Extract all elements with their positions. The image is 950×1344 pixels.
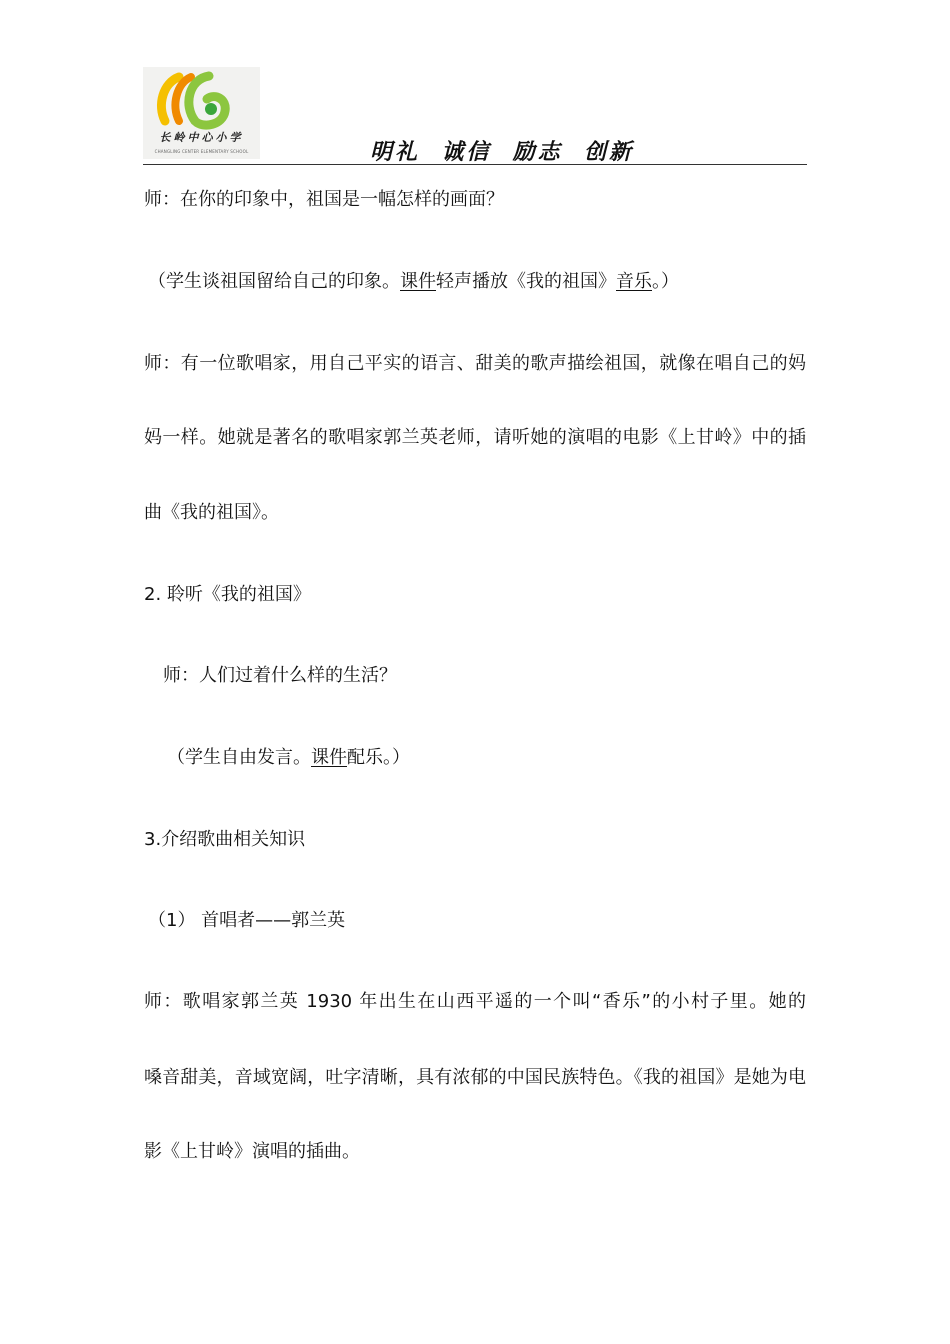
school-emblem-icon	[143, 67, 260, 159]
singer-bio-line-1: 师：歌唱家郭兰英 1930 年出生在山西平遥的一个叫“香乐”的小村子里。她的	[144, 991, 806, 1012]
activity-1-courseware: 课件	[400, 271, 436, 292]
activity-1-text-c: 。）	[652, 271, 679, 292]
teacher-intro-line-2: 妈一样。她就是著名的歌唱家郭兰英老师，请听她的演唱的电影《上甘岭》中的插	[144, 427, 806, 448]
teacher-question-2: 师：人们过着什么样的生活？	[163, 665, 397, 686]
student-activity-2	[167, 746, 410, 770]
singer-bio-line-3: 影《上甘岭》演唱的插曲。	[144, 1141, 360, 1162]
teacher-question-1: 师：在你的印象中，祖国是一幅怎样的画面？	[144, 189, 504, 210]
header-divider	[143, 164, 807, 165]
activity-2-text-a: （学生自由发言。	[167, 747, 311, 768]
activity-2-courseware: 课件	[311, 747, 347, 768]
student-activity-1	[148, 270, 679, 294]
subsection-1-heading: （1） 首唱者——郭兰英	[148, 910, 346, 931]
school-name-cn: 长岭中心小学	[159, 131, 244, 144]
section-2-heading: 2. 聆听《我的祖国》	[144, 584, 311, 605]
activity-2-text-b: 配乐。）	[347, 747, 410, 768]
teacher-intro-line-3: 曲《我的祖国》。	[144, 502, 279, 523]
activity-1-music: 音乐	[616, 271, 652, 292]
singer-bio-line-2: 嗓音甜美，音域宽阔，吐字清晰，具有浓郁的中国民族特色。《我的祖国》是她为电	[144, 1067, 806, 1088]
section-3-heading: 3.介绍歌曲相关知识	[144, 829, 306, 850]
activity-1-text-b: 轻声播放《我的祖国》	[436, 271, 616, 292]
teacher-intro-line-1: 师：有一位歌唱家，用自己平实的语言、甜美的歌声描绘祖国，就像在唱自己的妈	[144, 353, 806, 374]
activity-1-text-a: （学生谈祖国留给自己的印象。	[148, 271, 400, 292]
school-logo	[143, 67, 260, 159]
school-name-en: CHANGLING CENTER ELEMENTARY SCHOOL	[154, 149, 249, 154]
school-motto: 明礼 诚信 励志 创新	[370, 139, 634, 165]
